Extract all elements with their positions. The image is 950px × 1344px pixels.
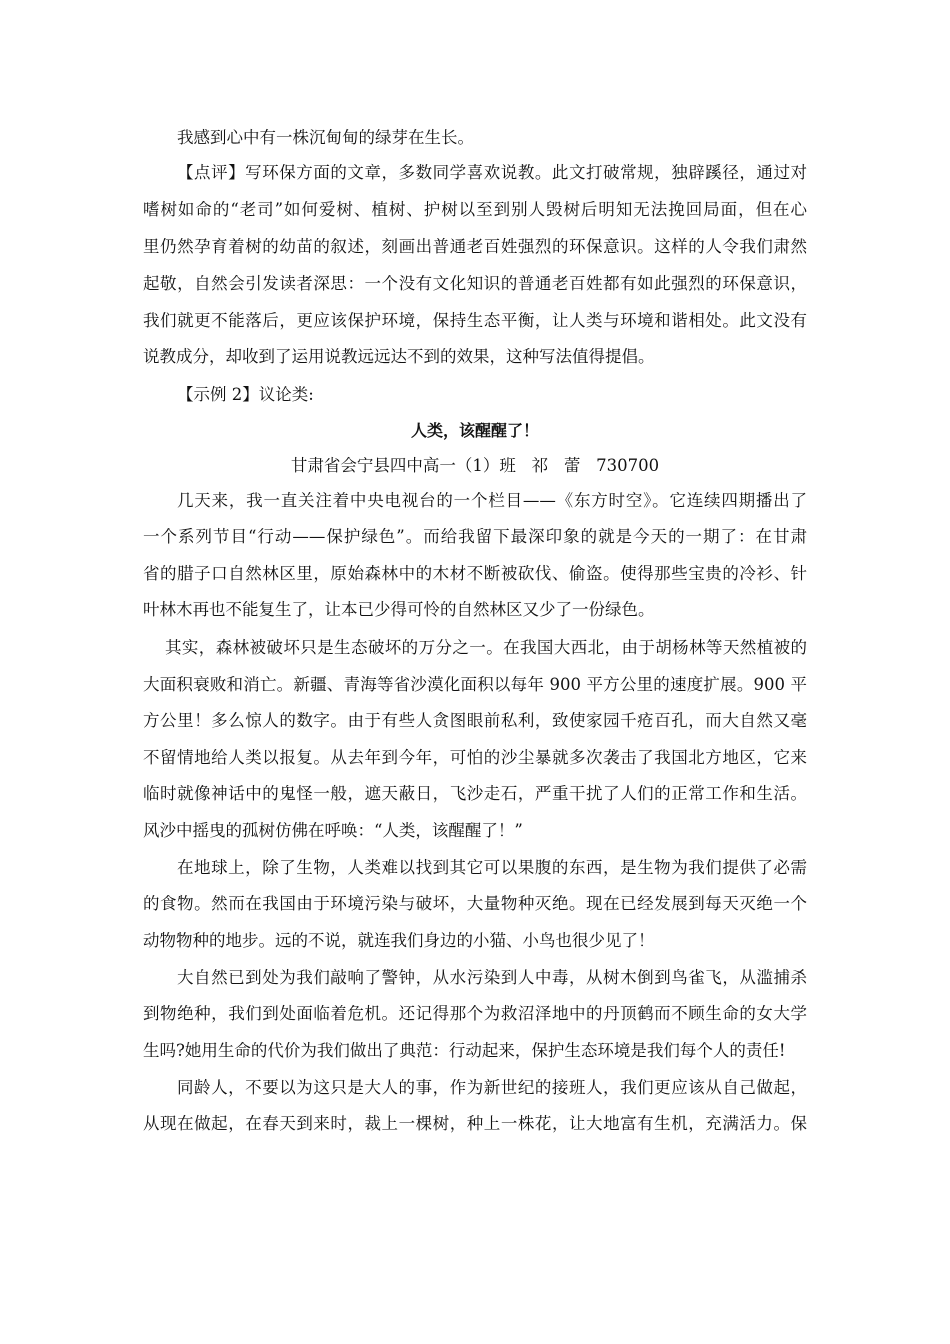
paragraph-line: 从现在做起，在春天到来时，裁上一棵树，种上一株花，让大地富有生机，充满活力。保	[143, 1114, 807, 1133]
paragraph-line: 几天来，我一直关注着中央电视台的一个栏目——《东方时空》。它连续四期播出了	[177, 491, 807, 510]
paragraph-line: 一个系列节目“行动——保护绿色”。而给我留下最深印象的就是今天的一期了：在甘肃	[143, 527, 807, 546]
essay-byline: 甘肃省会宁县四中高一（1）班 祁 蕾 730700	[290, 456, 660, 475]
paragraph-line: 到物绝种，我们到处面临着危机。还记得那个为救沼泽地中的丹顶鹤而不顾生命的女大学	[143, 1004, 807, 1023]
paragraph-line: 的食物。然而在我国由于环境污染与破坏，大量物种灭绝。现在已经发展到每天灭绝一个	[143, 894, 807, 913]
paragraph-line: 叶林木再也不能复生了，让本已少得可怜的自然林区又少了一份绿色。	[143, 600, 655, 619]
paragraph-line: 风沙中摇曳的孤树仿佛在呼唤：“人类，该醒醒了！”	[143, 821, 523, 840]
paragraph-line: 生吗?她用生命的代价为我们做出了典范：行动起来，保护生态环境是我们每个人的责任!	[143, 1041, 786, 1060]
essay-title: 人类，该醒醒了！	[410, 421, 539, 440]
comment-line: 里仍然孕育着树的幼苗的叙述，刻画出普通老百姓强烈的环保意识。这样的人令我们肃然	[143, 237, 807, 256]
comment-line: 【点评】写环保方面的文章，多数同学喜欢说教。此文打破常规，独辟蹊径，通过对	[177, 163, 807, 182]
paragraph-line: 临时就像神话中的鬼怪一般，遮天蔽日，飞沙走石，严重干扰了人们的正常工作和生活。	[143, 784, 807, 803]
example-label: 【示例 2】议论类:	[177, 385, 314, 404]
paragraph-line: 大自然已到处为我们敲响了警钟，从水污染到人中毒，从树木倒到鸟雀飞，从滥捕杀	[177, 968, 807, 987]
comment-line: 说教成分，却收到了运用说教远远达不到的效果，这种写法值得提倡。	[143, 347, 655, 366]
comment-line: 起敬，自然会引发读者深思：一个没有文化知识的普通老百姓都有如此强烈的环保意识，	[143, 274, 807, 293]
comment-line: 嗜树如命的“老司”如何爱树、植树、护树以至到别人毁树后明知无法挽回局面，但在心	[143, 200, 807, 219]
paragraph-line: 同龄人，不要以为这只是大人的事，作为新世纪的接班人，我们更应该从自己做起，	[177, 1078, 807, 1097]
paragraph-line: 其实，森林被破坏只是生态破坏的万分之一。在我国大西北，由于胡杨林等天然植被的	[165, 638, 807, 657]
intro-line: 我感到心中有一株沉甸甸的绿芽在生长。	[177, 128, 474, 147]
paragraph-line: 大面积衰败和消亡。新疆、青海等省沙漠化面积以每年 900 平方公里的速度扩展。900 平	[143, 675, 807, 694]
paragraph-line: 省的腊子口自然林区里，原始森林中的木材不断被砍伐、偷盗。使得那些宝贵的冷衫、针	[143, 564, 807, 583]
paragraph-line: 方公里！多么惊人的数字。由于有些人贪图眼前私利，致使家园千疮百孔，而大自然又毫	[143, 711, 807, 730]
paragraph-line: 在地球上，除了生物，人类难以找到其它可以果腹的东西，是生物为我们提供了必需	[177, 858, 807, 877]
comment-line: 我们就更不能落后，更应该保护环境，保持生态平衡，让人类与环境和谐相处。此文没有	[143, 311, 807, 330]
paragraph-line: 不留情地给人类以报复。从去年到今年，可怕的沙尘暴就多次袭击了我国北方地区，它来	[143, 748, 807, 767]
paragraph-line: 动物物种的地步。远的不说，就连我们身边的小猫、小鸟也很少见了！	[143, 931, 655, 950]
